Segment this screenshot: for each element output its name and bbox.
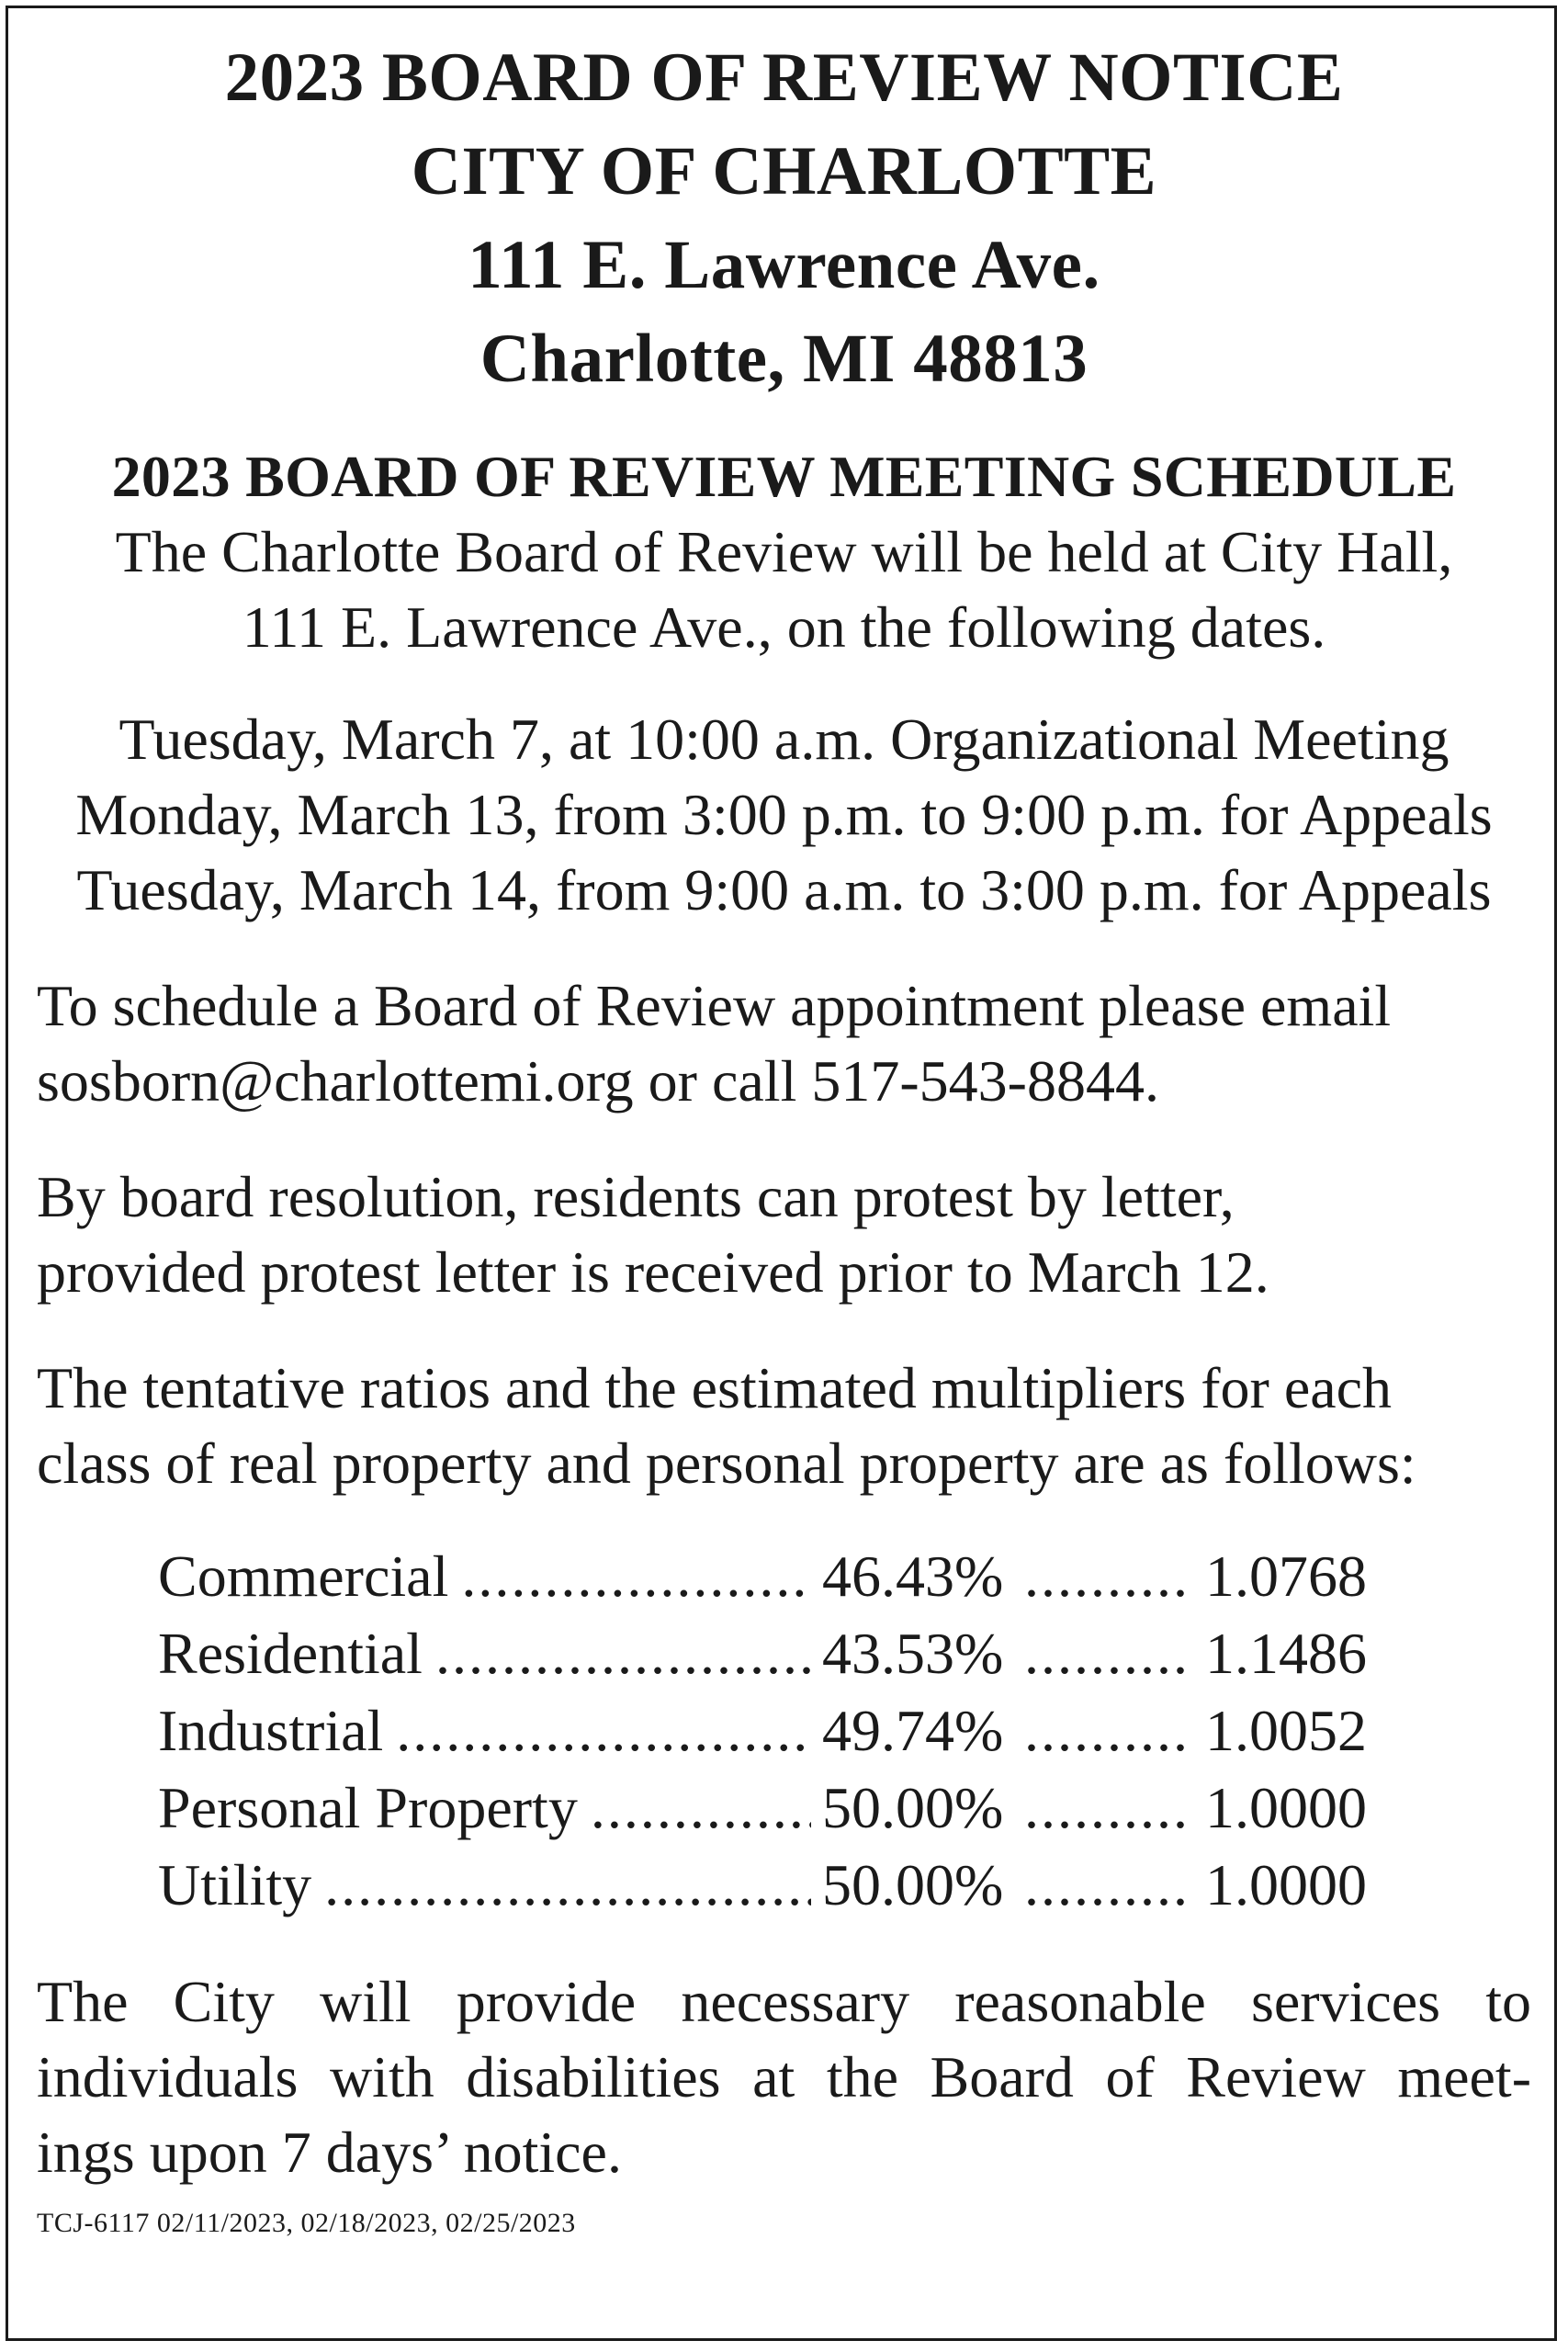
city-state-zip: Charlotte, MI 48813: [479, 321, 1089, 397]
ratio-class: Residential: [158, 1621, 423, 1686]
ratio-row: [158, 1692, 1389, 1770]
ratios-intro-paragraph: [37, 1351, 1531, 1501]
schedule-intro-line2: 111 E. Lawrence Ave., on the following dates.: [242, 594, 1326, 660]
accessibility-paragraph: [37, 1964, 1531, 2190]
schedule-heading: 2023 BOARD OF REVIEW MEETING SCHEDULE: [111, 444, 1457, 509]
appointment-line2: sosborn@charlottemi.org or call 517-543-8844.: [37, 1048, 1159, 1114]
ratio-value: 43.53%: [822, 1621, 1004, 1686]
appointment-line1: To schedule a Board of Review appointment please email: [37, 973, 1392, 1038]
ratio-class: Personal Property: [158, 1775, 578, 1840]
city-name: CITY OF CHARLOTTE: [411, 133, 1157, 209]
ratios-table: [158, 1538, 1389, 1924]
ratios-intro-line2: class of real property and personal property are as follows:: [37, 1430, 1416, 1496]
dot-leader: [1024, 1847, 1185, 1924]
ratio-row: [158, 1770, 1389, 1847]
dot-leader: [1024, 1615, 1185, 1692]
ratio-value: 50.00%: [822, 1775, 1004, 1840]
dot-leader: [1024, 1770, 1185, 1847]
notice-content: [37, 31, 1531, 2269]
protest-paragraph: [37, 1159, 1531, 1310]
dot-leader: [396, 1692, 811, 1770]
ratio-value: 46.43%: [822, 1544, 1004, 1609]
notice-title: 2023 BOARD OF REVIEW NOTICE: [224, 40, 1344, 116]
street-address: 111 E. Lawrence Ave.: [468, 227, 1100, 303]
protest-line1: By board resolution, residents can protest by letter,: [37, 1164, 1235, 1229]
dot-leader: [1024, 1538, 1185, 1615]
meeting-date-item: Tuesday, March 7, at 10:00 a.m. Organizational Meeting: [118, 707, 1450, 772]
multiplier-value: 1.0000: [1205, 1775, 1367, 1840]
dot-leader: [435, 1615, 811, 1692]
ratio-class: Commercial: [158, 1544, 449, 1609]
appointment-paragraph: [37, 968, 1531, 1119]
ratio-value: 49.74%: [822, 1698, 1004, 1763]
ratio-value: 50.00%: [822, 1852, 1004, 1917]
dot-leader: [324, 1847, 811, 1924]
meeting-dates-list: [37, 702, 1531, 928]
multiplier-value: 1.0052: [1205, 1698, 1367, 1763]
dot-leader: [1024, 1692, 1185, 1770]
multiplier-value: 1.0000: [1205, 1852, 1367, 1917]
multiplier-value: 1.1486: [1205, 1621, 1367, 1686]
meeting-date-item: Tuesday, March 14, from 9:00 a.m. to 3:00 p.m. for Appeals: [76, 857, 1492, 922]
accessibility-line1: The City will provide necessary reasonable services to: [37, 1969, 1531, 2034]
accessibility-line2: individuals with disabilities at the Board of Review meet-: [37, 2044, 1531, 2109]
multiplier-value: 1.0768: [1205, 1544, 1367, 1609]
schedule-intro-line1: The Charlotte Board of Review will be held at City Hall,: [115, 519, 1453, 584]
protest-line2: provided protest letter is received prior to March 12.: [37, 1239, 1269, 1305]
ratio-class: Industrial: [158, 1698, 384, 1763]
dot-leader: [461, 1538, 811, 1615]
ratios-intro-line1: The tentative ratios and the estimated multipliers for each: [37, 1355, 1393, 1420]
publication-footer: TCJ-6117 02/11/2023, 02/18/2023, 02/25/2023: [37, 2208, 576, 2238]
ratio-row: [158, 1847, 1389, 1924]
meeting-date-item: Monday, March 13, from 3:00 p.m. to 9:00 p.m. for Appeals: [75, 782, 1493, 847]
ratio-row: [158, 1538, 1389, 1615]
accessibility-line3: ings upon 7 days’ notice.: [37, 2120, 622, 2185]
ratio-row: [158, 1615, 1389, 1692]
dot-leader: [591, 1770, 811, 1847]
ratio-class: Utility: [158, 1852, 312, 1917]
